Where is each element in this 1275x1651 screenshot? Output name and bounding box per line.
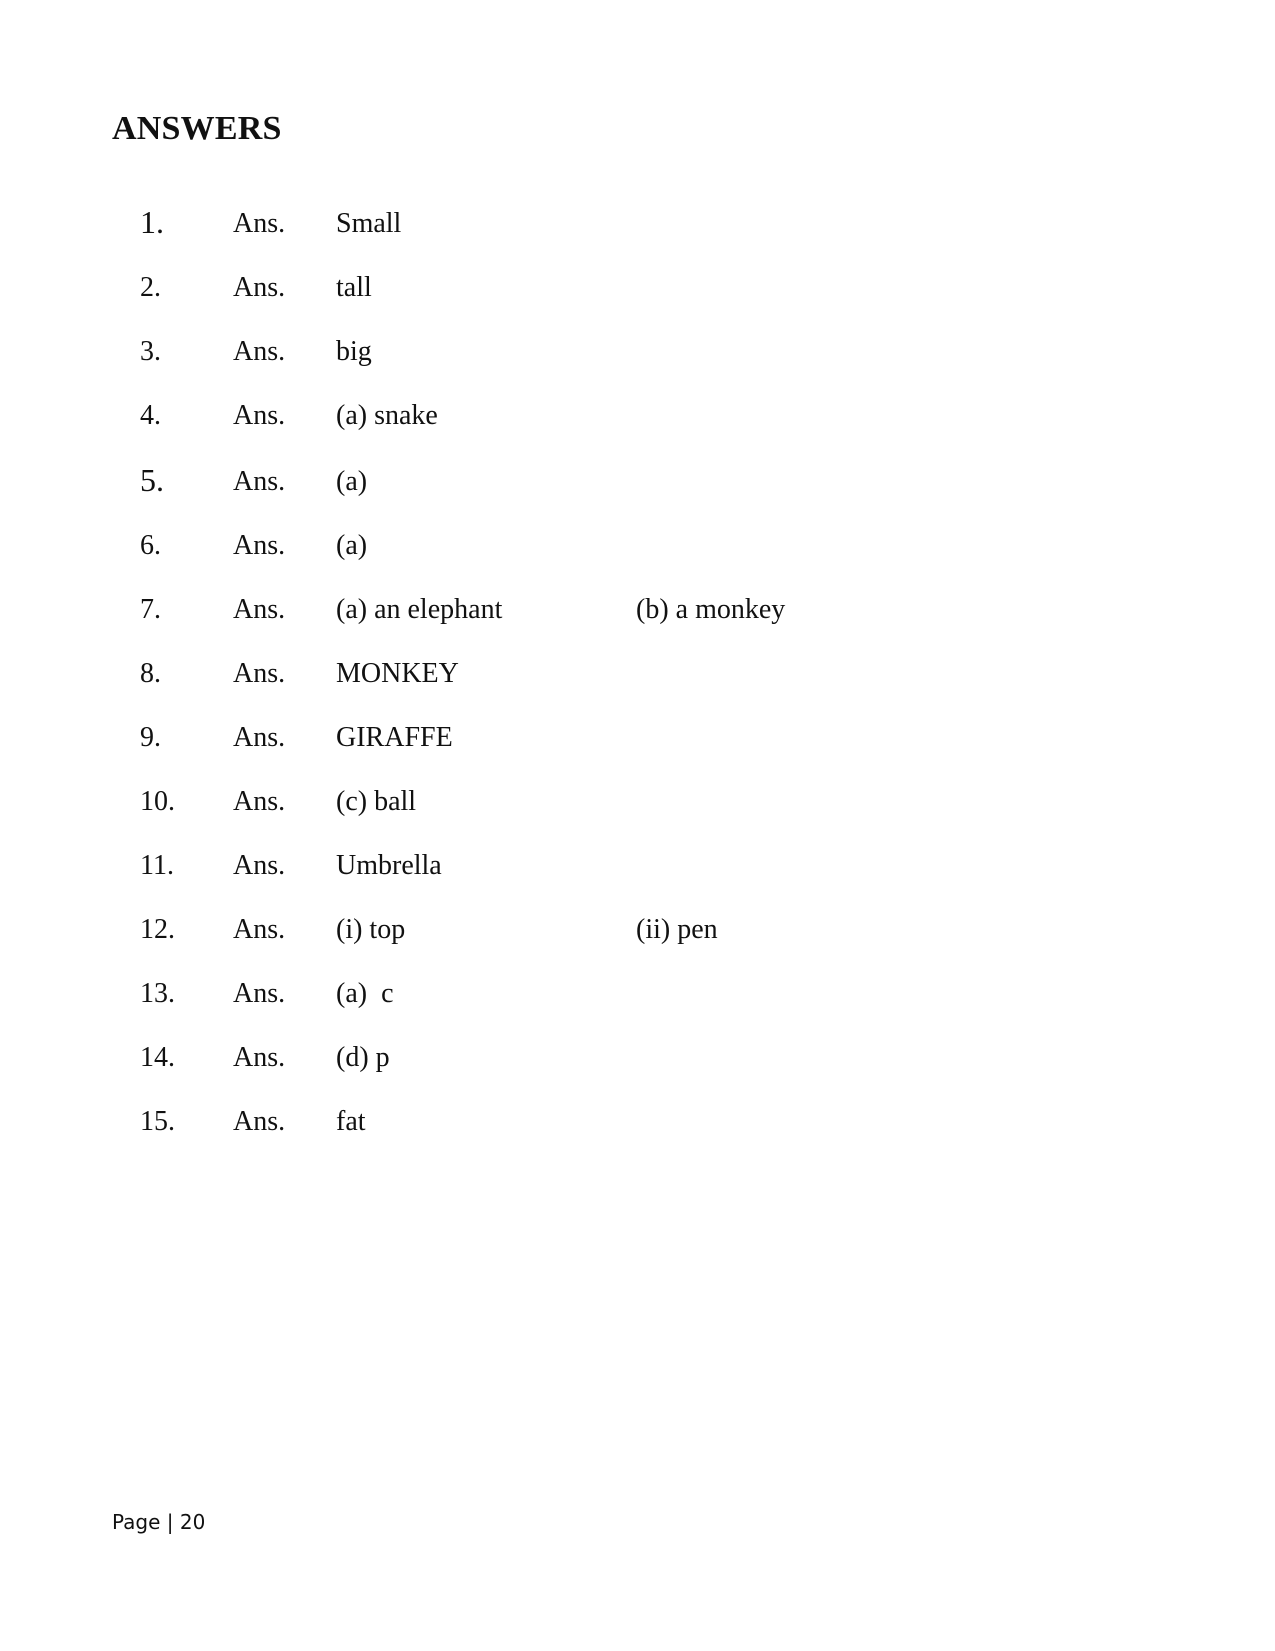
- answer-value: Umbrella: [336, 850, 442, 881]
- answer-row: [0, 722, 1275, 762]
- answer-row: [0, 658, 1275, 698]
- answer-row: [0, 786, 1275, 826]
- question-number: 15.: [140, 1106, 175, 1137]
- answer-value: GIRAFFE: [336, 722, 453, 753]
- question-number: 12.: [140, 914, 175, 945]
- answer-label: Ans.: [233, 658, 286, 689]
- answer-row: [0, 272, 1275, 312]
- answer-value: (a): [336, 466, 368, 497]
- answer-label: Ans.: [233, 722, 286, 753]
- answer-label: Ans.: [233, 786, 286, 817]
- page-title: ANSWERS: [112, 110, 282, 147]
- answer-value: (c) ball: [336, 786, 417, 817]
- answer-label: Ans.: [233, 1042, 286, 1073]
- question-number: 10.: [140, 786, 175, 817]
- answer-value: (a) snake: [336, 400, 438, 431]
- question-number: 14.: [140, 1042, 175, 1073]
- answer-label: Ans.: [233, 530, 286, 561]
- answer-value: tall: [336, 272, 372, 303]
- answer-value: (a) an elephant: [336, 594, 503, 625]
- question-number: 6.: [140, 530, 161, 561]
- answer-label: Ans.: [233, 336, 286, 367]
- page-number-footer: Page | 20: [112, 1510, 206, 1534]
- question-number: 9.: [140, 722, 161, 753]
- answer-value: (i) top: [336, 914, 406, 945]
- answer-row: [0, 978, 1275, 1018]
- question-number: 11.: [140, 850, 174, 881]
- question-number: 3.: [140, 336, 161, 367]
- answer-value: big: [336, 336, 372, 367]
- answer-label: Ans.: [233, 466, 286, 497]
- answer-label: Ans.: [233, 914, 286, 945]
- answer-label: Ans.: [233, 978, 286, 1009]
- question-number: 13.: [140, 978, 175, 1009]
- question-number: 7.: [140, 594, 161, 625]
- answer-value-secondary: (b) a monkey: [636, 594, 786, 625]
- question-number: 5.: [140, 462, 164, 498]
- question-number: 1.: [140, 204, 164, 240]
- answer-row: [0, 1106, 1275, 1146]
- answer-label: Ans.: [233, 400, 286, 431]
- answer-label: Ans.: [233, 208, 286, 239]
- answer-row: [0, 594, 1275, 634]
- answer-row: [0, 204, 1275, 248]
- answer-label: Ans.: [233, 594, 286, 625]
- answer-label: Ans.: [233, 272, 286, 303]
- answer-value: MONKEY: [336, 658, 459, 689]
- question-number: 4.: [140, 400, 161, 431]
- question-number: 8.: [140, 658, 161, 689]
- answer-value: (a): [336, 530, 368, 561]
- answer-label: Ans.: [233, 850, 286, 881]
- answer-value: fat: [336, 1106, 366, 1137]
- answer-row: [0, 530, 1275, 570]
- answer-value: (a) c: [336, 978, 394, 1009]
- answer-row: [0, 914, 1275, 954]
- answer-row: [0, 1042, 1275, 1082]
- answer-value: (d) p: [336, 1042, 390, 1073]
- answer-label: Ans.: [233, 1106, 286, 1137]
- answer-row: [0, 462, 1275, 506]
- question-number: 2.: [140, 272, 161, 303]
- answer-row: [0, 400, 1275, 440]
- answer-value-secondary: (ii) pen: [636, 914, 718, 945]
- answer-value: Small: [336, 208, 402, 239]
- answer-row: [0, 850, 1275, 890]
- answer-row: [0, 336, 1275, 376]
